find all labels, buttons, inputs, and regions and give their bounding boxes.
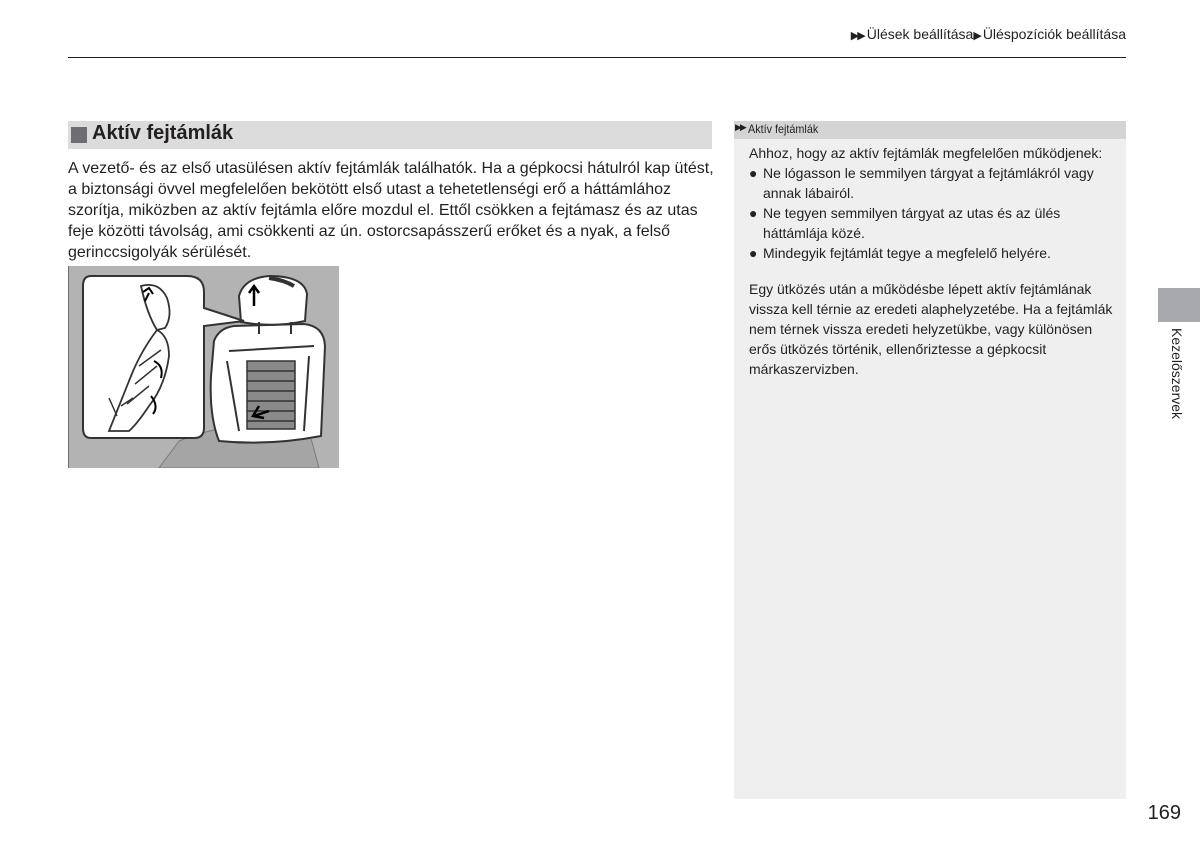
sidebar-notes bbox=[734, 121, 1126, 799]
bullet-icon: ● bbox=[749, 205, 758, 221]
list-item-text: Mindegyik fejtámlát tegye a megfelelő helyére. bbox=[763, 245, 1051, 261]
breadcrumb-item-seat-positions[interactable]: Üléspozíciók beállítása bbox=[982, 26, 1126, 42]
list-item bbox=[749, 243, 1118, 263]
page-number: 169 bbox=[1147, 802, 1181, 824]
sidebar-content bbox=[734, 139, 1126, 379]
sidebar-header-label: Aktív fejtámlák bbox=[748, 122, 819, 136]
triangle-arrow-icon: ▶ bbox=[973, 30, 982, 42]
sidebar-paragraph: Egy ütközés után a működésbe lépett aktív fejtámlának vissza kell térnie az eredeti alaphelyzetébe. Ha a fejtámlák nem térnek vissza eredeti helyzetükbe, vagy különösen erős ütközés történik, ellenőriztesse a gépkocsit márkaszervizben. bbox=[749, 281, 1113, 377]
chapter-tab-label bbox=[1158, 328, 1200, 428]
sidebar-bullet-list bbox=[749, 163, 1118, 263]
heading-square-icon bbox=[71, 127, 87, 143]
list-item bbox=[749, 203, 1118, 243]
section-body bbox=[68, 158, 718, 263]
breadcrumb-item-seats[interactable]: Ülések beállítása bbox=[866, 26, 974, 42]
section-heading bbox=[68, 121, 712, 149]
chapter-tab[interactable] bbox=[1158, 288, 1200, 322]
header-rule bbox=[68, 57, 1126, 58]
list-item-text: Ne lógasson le semmilyen tárgyat a fejtámlákról vagy annak lábairól. bbox=[763, 165, 1094, 201]
breadcrumb bbox=[851, 26, 1126, 42]
chapter-tab-text: Kezelőszervek bbox=[1169, 328, 1185, 420]
double-triangle-arrow-icon: ▶▶ bbox=[850, 30, 864, 42]
bullet-icon: ● bbox=[749, 245, 758, 261]
list-item bbox=[749, 163, 1118, 203]
bullet-icon: ● bbox=[749, 165, 758, 181]
double-triangle-arrow-icon: ▶▶ bbox=[735, 122, 745, 132]
active-headrest-illustration bbox=[68, 266, 339, 468]
section-title: Aktív fejtámlák bbox=[92, 122, 234, 144]
body-paragraph: A vezető- és az első utasülésen aktív fejtámlák találhatók. Ha a gépkocsi hátulról kap ütést, a biztonsági övvel megfelelően bekötött első utast a tehetetlenségi erő a háttámlához szorítja, miközben az aktív fejtámla előre mozdul el. Ettől csökken a fejtámasz és az utas feje közötti távolság, ami csökkenti az ún. ostorcsapásszerű erőket és a nyak, a felső gerinccsigolyák sérülését. bbox=[68, 160, 714, 261]
sidebar-intro: Ahhoz, hogy az aktív fejtámlák megfelelően működjenek: bbox=[749, 145, 1103, 161]
sidebar-header bbox=[734, 121, 1126, 139]
list-item-text: Ne tegyen semmilyen tárgyat az utas és az ülés háttámlája közé. bbox=[763, 205, 1061, 241]
seat-diagram-image bbox=[69, 266, 338, 468]
